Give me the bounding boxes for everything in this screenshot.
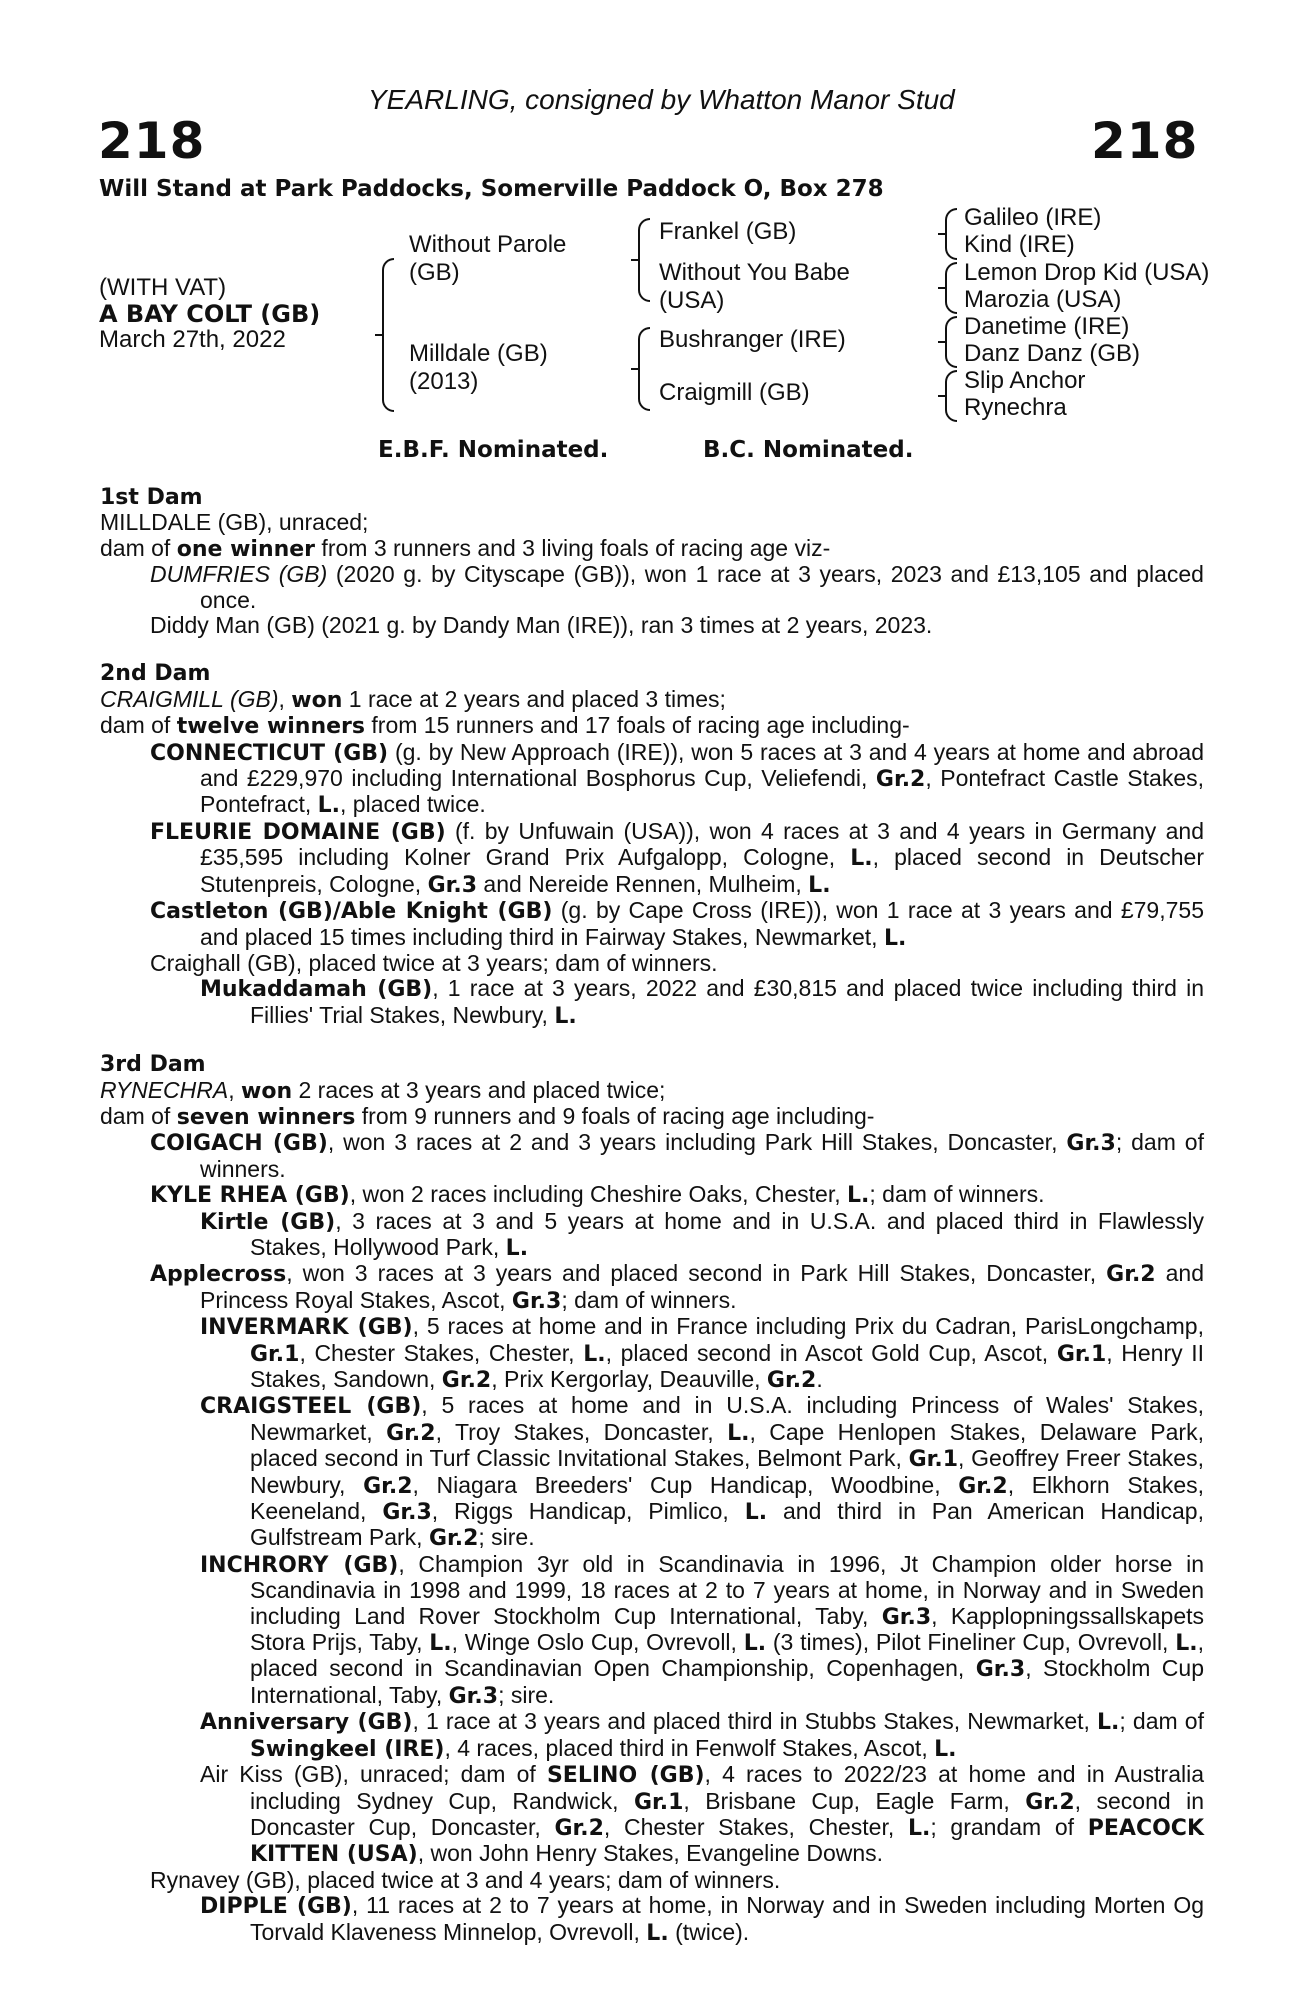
ebf-nomination: E.B.F. Nominated.	[378, 437, 609, 463]
produce-entry: Applecross, won 3 races at 3 years and placed second in Park Hill Stakes, Doncaster, Gr.2 and Princess Royal Stakes, Ascot, Gr.3; dam of winners.	[150, 1260, 1204, 1314]
produce-entry: COIGACH (GB), won 3 races at 2 and 3 years including Park Hill Stakes, Doncaster, Gr.3; dam of winners.	[150, 1129, 1204, 1182]
sire-sire: Frankel (GB)	[659, 218, 797, 245]
vat-note: (WITH VAT)	[99, 274, 227, 301]
sire-dam: Without You Babe (USA)	[659, 259, 850, 314]
foaling-date: March 27th, 2022	[99, 326, 286, 353]
pedigree-brace	[945, 316, 957, 368]
dam-line: CRAIGMILL (GB), won 1 race at 2 years and placed 3 times;	[100, 685, 726, 713]
dam-name: Milldale (GB) (2013)	[409, 340, 548, 395]
produce-entry: INCHRORY (GB), Champion 3yr old in Scandinavia in 1996, Jt Champion older horse in Scandinavia in 1998 and 1999, 18 races at 2 to 7 years at home, in Norway and in Sweden including Land Rover Stockholm Cup International, Taby, Gr.3, Kapplopningssallskapets Stora Prijs, Taby, L., Winge Oslo Cup, Ovrevoll, L. (3 times), Pilot Fineliner Cup, Ovrevoll, L., placed second in Scandinavian Open Championship, Copenhagen, Gr.3, Stockholm Cup International, Taby, Gr.3; sire.	[200, 1550, 1205, 1709]
horse-name: A BAY COLT (GB)	[99, 300, 321, 328]
catalogue-body	[100, 485, 1204, 1946]
section-heading-3rd-dam: 3rd Dam	[100, 1052, 206, 1078]
dam-line: RYNECHRA, won 2 races at 3 years and placed twice;	[100, 1076, 666, 1104]
produce-entry: Castleton (GB)/Able Knight (GB) (g. by Cape Cross (IRE)), won 1 race at 3 years and £79,755 and placed 15 times including third in Fairway Stakes, Newmarket, L.	[150, 897, 1204, 951]
bc-nomination: B.C. Nominated.	[703, 437, 914, 463]
pedigree-brace	[945, 262, 957, 314]
produce-entry: Mukaddamah (GB), 1 race at 3 years, 2022 and £30,815 and placed twice including third in Fillies' Trial Stakes, Newbury, L.	[200, 975, 1204, 1029]
produce-entry: FLEURIE DOMAINE (GB) (f. by Unfuwain (USA)), won 4 races at 3 and 4 years in Germany and £35,595 including Kolner Grand Prix Aufgalopp, Cologne, L., placed second in Deutscher Stutenpreis, Cologne, Gr.3 and Nereide Rennen, Mulheim, L.	[150, 817, 1204, 898]
produce-entry: CONNECTICUT (GB) (g. by New Approach (IRE)), won 5 races at 3 and 4 years at home and abroad and £229,970 including International Bosphorus Cup, Veliefendi, Gr.2, Pontefract Castle Stakes, Pontefract, L., placed twice.	[150, 738, 1205, 819]
produce-entry: Anniversary (GB), 1 race at 3 years and placed third in Stubbs Stakes, Newmarket, L.; dam of Swingkeel (IRE), 4 races, placed third in Fenwolf Stakes, Ascot, L.	[200, 1708, 1204, 1762]
produce-entry: INVERMARK (GB), 5 races at home and in France including Prix du Cadran, ParisLongchamp, Gr.1, Chester Stakes, Chester, L., placed second in Ascot Gold Cup, Ascot, Gr.1, Henry II Stakes, Sandown, Gr.2, Prix Kergorlay, Deauville, Gr.2.	[200, 1313, 1205, 1393]
pedigree-brace	[382, 258, 394, 412]
consignor-line: YEARLING, consigned by Whatton Manor Stud	[368, 84, 955, 115]
produce-entry: Kirtle (GB), 3 races at 3 and 5 years at home and in U.S.A. and placed third in Flawlessly Stakes, Hollywood Park, L.	[200, 1207, 1204, 1261]
dam-produce-summary: dam of one winner from 3 runners and 3 living foals of racing age viz-	[100, 534, 831, 562]
pedigree-grandparent: Danz Danz (GB)	[964, 340, 1141, 367]
section-heading-1st-dam: 1st Dam	[100, 485, 203, 510]
produce-entry: DUMFRIES (GB) (2020 g. by Cityscape (GB)), won 1 race at 3 years, 2023 and £13,105 and placed once.	[150, 561, 1204, 613]
dam-sire: Bushranger (IRE)	[659, 326, 846, 353]
pedigree-brace	[638, 218, 650, 302]
pedigree-grandparent: Kind (IRE)	[964, 231, 1075, 258]
lot-number-right: 218	[1091, 112, 1199, 170]
dam-produce-summary: dam of twelve winners from 15 runners and 17 foals of racing age including-	[100, 712, 910, 740]
produce-entry: CRAIGSTEEL (GB), 5 races at home and in U.S.A. including Princess of Wales' Stakes, Newmarket, Gr.2, Troy Stakes, Doncaster, L., Cape Henlopen Stakes, Delaware Park, placed second in Turf Classic Invitational Stakes, Belmont Park, Gr.1, Geoffrey Freer Stakes, Newbury, Gr.2, Niagara Breeders' Cup Handicap, Woodbine, Gr.2, Elkhorn Stakes, Keeneland, Gr.3, Riggs Handicap, Pimlico, L. and third in Pan American Handicap, Gulfstream Park, Gr.2; sire.	[200, 1392, 1205, 1552]
produce-entry: Diddy Man (GB) (2021 g. by Dandy Man (IRE)), ran 3 times at 2 years, 2023.	[150, 612, 933, 639]
pedigree-brace	[638, 327, 650, 411]
pedigree-brace	[945, 370, 957, 422]
produce-entry: Air Kiss (GB), unraced; dam of SELINO (GB), 4 races to 2022/23 at home and in Australia including Sydney Cup, Randwick, Gr.1, Brisbane Cup, Eagle Farm, Gr.2, second in Doncaster Cup, Doncaster, Gr.2, Chester Stakes, Chester, L.; grandam of PEACOCK KITTEN (USA), won John Henry Stakes, Evangeline Downs.	[200, 1761, 1204, 1868]
dam-dam: Craigmill (GB)	[659, 379, 810, 406]
produce-entry: Craighall (GB), placed twice at 3 years; dam of winners.	[150, 949, 718, 976]
pedigree-grandparent: Lemon Drop Kid (USA)	[964, 259, 1210, 286]
produce-entry: Rynavey (GB), placed twice at 3 and 4 years; dam of winners.	[150, 1866, 781, 1893]
pedigree-grandparent: Rynechra	[964, 394, 1067, 421]
pedigree-grandparent: Galileo (IRE)	[964, 204, 1102, 231]
produce-entry: DIPPLE (GB), 11 races at 2 to 7 years at home, in Norway and in Sweden including Morten Og Torvald Klaveness Minnelop, Ovrevoll, L. (twice).	[200, 1892, 1204, 1946]
dam-produce-summary: dam of seven winners from 9 runners and 9 foals of racing age including-	[100, 1102, 875, 1130]
stand-location: Will Stand at Park Paddocks, Somerville Paddock O, Box 278	[99, 176, 884, 202]
pedigree-brace	[945, 208, 957, 260]
dam-line: MILLDALE (GB), unraced;	[100, 509, 369, 536]
pedigree-grandparent: Marozia (USA)	[964, 286, 1122, 313]
produce-entry: KYLE RHEA (GB), won 2 races including Cheshire Oaks, Chester, L.; dam of winners.	[150, 1181, 1045, 1209]
section-heading-2nd-dam: 2nd Dam	[100, 661, 211, 687]
pedigree-grandparent: Danetime (IRE)	[964, 313, 1130, 340]
pedigree-grandparent: Slip Anchor	[964, 367, 1086, 394]
sire-name: Without Parole (GB)	[409, 231, 567, 286]
lot-number-left: 218	[98, 112, 206, 170]
